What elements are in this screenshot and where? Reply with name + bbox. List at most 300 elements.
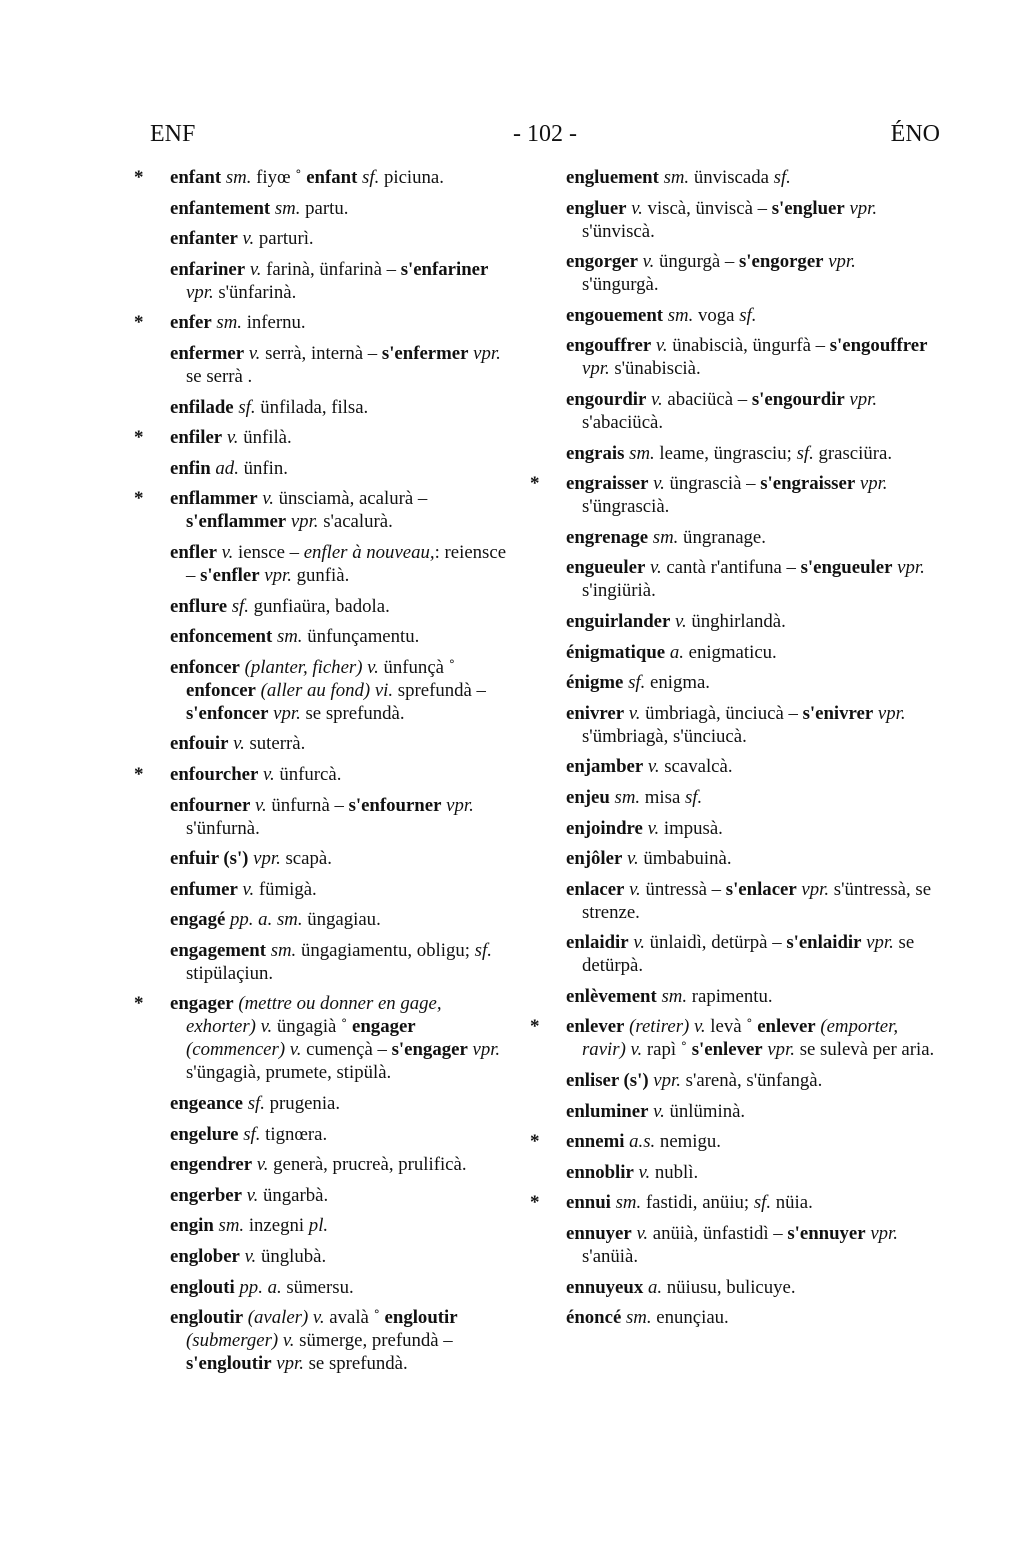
headword: s'enlacer — [725, 878, 797, 900]
dictionary-entry — [170, 1153, 516, 1176]
headword: enfumer — [170, 878, 238, 900]
headword: enlever — [757, 1016, 816, 1038]
headword: enfantement — [170, 197, 271, 219]
gloss-text: ümbriagà, ünciucà – — [640, 702, 803, 724]
grammar-label: vpr. — [273, 702, 301, 724]
gloss-text: tignœra. — [260, 1123, 328, 1145]
gloss-text: üngagiamentu, obligu; — [296, 939, 475, 961]
grammar-label: vpr. — [253, 848, 281, 870]
headword: engagement — [170, 939, 266, 961]
asterisk-icon: * — [530, 473, 540, 495]
gloss-text: se serrà . — [186, 365, 253, 387]
grammar-label: sm. — [615, 1192, 642, 1214]
dictionary-entry — [566, 526, 936, 549]
gloss-text: ünfin. — [238, 457, 288, 479]
gloss-text: rapimentu. — [687, 985, 773, 1007]
gloss-text: ünfunçamentu. — [302, 626, 420, 648]
headword: s'engourdir — [751, 388, 845, 410]
dictionary-entry — [170, 1214, 516, 1237]
grammar-label: v. — [262, 488, 274, 510]
grammar-label: v. — [651, 388, 663, 410]
grammar-label: (submerger) v. — [186, 1330, 295, 1352]
dictionary-entry — [566, 197, 936, 243]
grammar-label: sf. — [238, 396, 256, 418]
grammar-label: v. — [655, 335, 668, 357]
gloss-text: ümbabuinà. — [638, 848, 732, 870]
headword: s'engager — [391, 1039, 468, 1061]
grammar-label: sm. — [661, 985, 688, 1007]
grammar-label: v. — [256, 1154, 269, 1176]
asterisk-icon: * — [530, 1131, 540, 1153]
dictionary-entry — [566, 1276, 936, 1299]
grammar-label: sf. — [474, 939, 492, 961]
headword: enfilade — [170, 396, 234, 418]
dictionary-entry — [170, 878, 516, 901]
grammar-label: v. — [249, 258, 262, 280]
headword: s'engraisser — [760, 473, 856, 495]
grammar-label: sf. — [362, 167, 380, 188]
grammar-label: v. — [263, 763, 275, 785]
grammar-label: sf. — [247, 1093, 265, 1115]
grammar-label: sm. — [270, 939, 297, 961]
gloss-text: üngagià ˚ — [272, 1016, 353, 1038]
dictionary-entry — [566, 847, 936, 870]
headword: engeance — [170, 1093, 244, 1115]
gloss-text: levà ˚ — [705, 1016, 758, 1038]
gloss-text: s'üngagià, prumete, stipülà. — [186, 1062, 392, 1084]
headword: engloutir — [170, 1307, 244, 1329]
gloss-text: grasciüra. — [813, 442, 893, 464]
headword: engouement — [566, 304, 664, 326]
grammar-label: vpr. — [849, 197, 878, 219]
grammar-label: v. — [653, 1100, 665, 1122]
headword: englouti — [170, 1276, 235, 1298]
grammar-label: vpr. — [472, 1039, 501, 1061]
grammar-label: pp. a. — [239, 1276, 282, 1298]
gloss-text: sümersu. — [281, 1276, 354, 1298]
grammar-label: v. — [647, 756, 660, 778]
dictionary-entry — [566, 304, 936, 327]
dictionary-entry — [566, 388, 936, 434]
gloss-text: abaciücà – — [662, 388, 752, 410]
dictionary-entry — [530, 1191, 936, 1214]
headword: s'enfoncer — [186, 702, 269, 724]
running-head-left: ENF — [150, 121, 196, 147]
grammar-label: vpr. — [446, 794, 474, 816]
headword: enguirlander — [566, 610, 671, 632]
gloss-text: s'anüià. — [582, 1246, 639, 1268]
grammar-label: v. — [638, 1161, 651, 1183]
headword: englober — [170, 1246, 240, 1268]
dictionary-entry — [170, 541, 516, 587]
headword: enluminer — [566, 1100, 649, 1122]
gloss-text: se detürpà. — [582, 932, 915, 977]
grammar-label: v. — [255, 794, 267, 816]
headword: engloutir — [384, 1307, 458, 1329]
gloss-text: misa — [640, 786, 685, 808]
headword: énigmatique — [566, 641, 666, 663]
asterisk-icon: * — [134, 312, 144, 334]
grammar-label: (avaler) v. — [247, 1307, 325, 1329]
gloss-text: anüià, ünfastidì – — [648, 1223, 788, 1245]
gloss-text: voga — [693, 304, 740, 326]
dictionary-entry — [566, 1222, 936, 1268]
gloss-text: inzegni — [244, 1215, 309, 1237]
dictionary-entry — [566, 755, 936, 778]
headword: engerber — [170, 1184, 242, 1206]
gloss-text: s'üntressà, se strenze. — [582, 878, 932, 923]
dictionary-entry — [170, 847, 516, 870]
gloss-text: s'ünviscà. — [582, 220, 655, 242]
dictionary-entry — [170, 732, 516, 755]
gloss-text: üngagiau. — [302, 909, 381, 931]
headword: énigme — [566, 672, 624, 694]
grammar-label: v. — [627, 848, 639, 870]
gloss-text: stipülaçiun. — [186, 962, 274, 984]
headword: ennoblir — [566, 1161, 634, 1183]
grammar-label: v. — [629, 878, 641, 900]
grammar-label: v. — [636, 1223, 649, 1245]
dictionary-entry — [566, 1306, 936, 1329]
gloss-text: partu. — [300, 197, 349, 219]
headword: engrais — [566, 442, 625, 464]
dictionary-entry — [170, 1184, 516, 1207]
headword: enfanter — [170, 228, 238, 250]
headword: s'engluer — [771, 197, 845, 219]
grammar-label: sf. — [739, 304, 757, 326]
gloss-text: ünfunçà ˚ — [378, 656, 455, 678]
headword: enfiler — [170, 427, 223, 449]
grammar-label: v. — [242, 228, 255, 250]
grammar-label: enfler à nouveau, — [303, 541, 435, 563]
dictionary-entry — [566, 931, 936, 977]
gloss-text: enigma. — [645, 672, 710, 694]
gloss-text: prugenia. — [264, 1093, 341, 1115]
gloss-text: enigmaticu. — [683, 641, 777, 663]
dictionary-entry — [530, 472, 936, 518]
grammar-label: vpr. — [582, 358, 610, 380]
gloss-text: scapà. — [280, 848, 332, 870]
running-head — [150, 118, 940, 150]
dictionary-entry — [134, 166, 516, 189]
gloss-text: nemigu. — [655, 1131, 721, 1153]
grammar-label: ad. — [215, 457, 239, 479]
gloss-text: s'arenà, s'ünfangà. — [680, 1070, 823, 1092]
grammar-label: sm. — [629, 442, 655, 464]
asterisk-icon: * — [134, 993, 144, 1015]
dictionary-entry — [170, 258, 516, 304]
gloss-text: üntressà – — [640, 878, 726, 900]
gloss-text: nublì. — [650, 1161, 699, 1183]
grammar-label: vpr. — [849, 388, 878, 410]
grammar-label: sm. — [652, 526, 679, 548]
headword: engager — [170, 993, 234, 1015]
grammar-label: v. — [650, 557, 662, 579]
headword: enlever — [566, 1016, 625, 1038]
grammar-label: sf. — [243, 1123, 261, 1145]
headword: engluer — [566, 197, 627, 219]
grammar-label: sm. — [225, 167, 252, 188]
gloss-text: s'üngurgà. — [582, 274, 659, 296]
headword: engluement — [566, 167, 659, 188]
gloss-text: rapì ˚ — [642, 1039, 692, 1061]
left-column — [134, 166, 516, 1383]
headword: ennuyer — [566, 1223, 632, 1245]
gloss-text: sprefundà – — [393, 679, 486, 701]
grammar-label: vpr. — [276, 1353, 304, 1375]
headword: s'enfariner — [400, 258, 489, 280]
headword: enfoncer — [170, 656, 240, 678]
headword: engrenage — [566, 526, 649, 548]
dictionary-entry — [170, 794, 516, 840]
grammar-label: v. — [628, 702, 641, 724]
gloss-text: : reiensce – — [186, 541, 507, 586]
asterisk-icon: * — [134, 167, 144, 188]
dictionary-entry — [566, 1100, 936, 1123]
dictionary-entry — [134, 992, 516, 1084]
dictionary-entry — [170, 1092, 516, 1115]
grammar-label: sm. — [614, 786, 641, 808]
headword: enfourcher — [170, 763, 259, 785]
grammar-label: a.s. — [629, 1131, 656, 1153]
grammar-label: v. — [642, 251, 655, 273]
grammar-label: sm. — [218, 1215, 245, 1237]
headword: énoncé — [566, 1307, 622, 1329]
grammar-label: vpr. — [828, 251, 856, 273]
gloss-text: üngurgà – — [654, 251, 739, 273]
gloss-text: cantà r'antifuna – — [661, 557, 801, 579]
gloss-text: fastidi, anüiu; — [641, 1192, 754, 1214]
page-number: - 102 - — [513, 121, 577, 147]
grammar-label: (aller au fond) vi. — [260, 679, 394, 701]
headword: engourdir — [566, 388, 647, 410]
grammar-label: v. — [226, 427, 239, 449]
gloss-text: se sprefundà. — [303, 1353, 408, 1375]
dictionary-entry — [566, 878, 936, 924]
gloss-text: ünviscada — [689, 167, 774, 188]
gloss-text: s'acalurà. — [318, 511, 393, 533]
headword: s'enfler — [200, 564, 260, 586]
headword: engager — [352, 1016, 416, 1038]
gloss-text: fiyœ ˚ — [251, 167, 307, 188]
gloss-text: sümerge, prefundà – — [294, 1330, 453, 1352]
gloss-text: üngrascià – — [664, 473, 761, 495]
headword: s'ennuyer — [787, 1223, 866, 1245]
headword: enflammer — [170, 488, 258, 510]
gloss-text: parturì. — [254, 228, 314, 250]
grammar-label: vpr. — [186, 281, 214, 303]
gloss-text: ünfilada, filsa. — [255, 396, 369, 418]
gloss-text: se sprefundà. — [300, 702, 405, 724]
asterisk-icon: * — [530, 1192, 540, 1214]
gloss-text: s'ünfarinà. — [213, 281, 297, 303]
grammar-label: v. — [248, 342, 261, 364]
grammar-label: vpr. — [859, 473, 888, 495]
headword: s'enfourner — [348, 794, 442, 816]
gloss-text: serrà, internà – — [260, 342, 382, 364]
grammar-label: sf. — [773, 167, 791, 188]
headword: s'engloutir — [186, 1353, 272, 1375]
dictionary-entry — [566, 166, 936, 189]
dictionary-entry — [566, 334, 936, 380]
gloss-text: s'ünabiscià. — [609, 358, 701, 380]
dictionary-entry — [170, 1306, 516, 1375]
headword: s'enflammer — [186, 511, 287, 533]
grammar-label: sm. — [276, 626, 303, 648]
dictionary-entry — [170, 342, 516, 388]
grammar-label: pp. a. sm. — [230, 909, 303, 931]
grammar-label: sm. — [663, 167, 690, 188]
headword: enivrer — [566, 702, 625, 724]
dictionary-entry — [134, 487, 516, 533]
dictionary-entry — [566, 1161, 936, 1184]
gloss-text: ünabiscià, üngurfà – — [667, 335, 830, 357]
headword: engueuler — [566, 557, 646, 579]
dictionary-entry — [170, 396, 516, 419]
headword: enfoncement — [170, 626, 273, 648]
headword: enfer — [170, 312, 212, 334]
dictionary-entry — [566, 817, 936, 840]
dictionary-entry — [566, 671, 936, 694]
gloss-text: s'ümbriagà, s'ünciucà. — [582, 725, 747, 747]
grammar-label: vpr. — [653, 1070, 681, 1092]
gloss-text: enunçiau. — [651, 1307, 729, 1329]
gloss-text: nüia. — [771, 1192, 813, 1214]
dictionary-entry — [170, 1123, 516, 1146]
dictionary-entry — [170, 939, 516, 985]
dictionary-entry — [170, 227, 516, 250]
gloss-text: s'ingiürià. — [582, 580, 656, 602]
headword: enfariner — [170, 258, 246, 280]
headword: enfouir — [170, 733, 229, 755]
headword: engagé — [170, 909, 226, 931]
dictionary-entry — [134, 311, 516, 334]
grammar-label: pl. — [308, 1215, 329, 1237]
grammar-label: v. — [242, 878, 255, 900]
headword: engin — [170, 1215, 214, 1237]
gloss-text: nüiusu, bulicuye. — [662, 1276, 796, 1298]
gloss-text: ünsciamà, acalurà – — [273, 488, 428, 510]
gloss-text: avalà ˚ — [324, 1307, 385, 1329]
gloss-text: üngarbà. — [258, 1184, 329, 1206]
gloss-text: cumençà – — [301, 1039, 392, 1061]
dictionary-entry — [566, 786, 936, 809]
headword: ennui — [566, 1192, 611, 1214]
dictionary-entry — [566, 985, 936, 1008]
grammar-label: vpr. — [870, 1223, 898, 1245]
gloss-text: ünlüminà. — [664, 1100, 746, 1122]
dictionary-entry — [530, 1130, 936, 1153]
dictionary-entry — [170, 595, 516, 618]
gloss-text: gunfià. — [291, 564, 350, 586]
headword: enfin — [170, 457, 211, 479]
headword: enfler — [170, 541, 217, 563]
dictionary-entry — [134, 426, 516, 449]
grammar-label: v. — [244, 1246, 257, 1268]
headword: s'enivrer — [802, 702, 874, 724]
grammar-label: (planter, ficher) v. — [244, 656, 379, 678]
dictionary-entry — [170, 656, 516, 725]
gloss-text: ünfurnà – — [266, 794, 349, 816]
grammar-label: vpr. — [290, 511, 319, 533]
grammar-label: v. — [653, 473, 665, 495]
headword: s'enlaidir — [786, 932, 862, 954]
running-head-right: ÉNO — [890, 121, 940, 147]
grammar-label: v. — [233, 733, 245, 755]
dictionary-entry — [170, 1245, 516, 1268]
grammar-label: sm. — [626, 1307, 652, 1329]
grammar-label: v. — [631, 197, 643, 219]
gloss-text: üngranage. — [678, 526, 766, 548]
dictionary-entry — [530, 1015, 936, 1061]
dictionary-entry — [566, 250, 936, 296]
headword: s'engouffrer — [829, 335, 928, 357]
gloss-text: viscà, ünviscà – — [642, 197, 772, 219]
grammar-label: vpr. — [897, 557, 925, 579]
headword: engorger — [566, 251, 638, 273]
grammar-label: sf. — [753, 1192, 772, 1214]
gloss-text: scavalcà. — [659, 756, 733, 778]
grammar-label: (retirer) v. — [629, 1016, 706, 1038]
gloss-text: infernu. — [242, 312, 306, 334]
headword: enjoindre — [566, 817, 643, 839]
headword: s'enfermer — [381, 342, 469, 364]
asterisk-icon: * — [134, 427, 144, 449]
dictionary-entry — [170, 908, 516, 931]
asterisk-icon: * — [134, 488, 144, 510]
gloss-text: impusà. — [659, 817, 723, 839]
dictionary-entry — [170, 625, 516, 648]
grammar-label: vpr. — [801, 878, 830, 900]
asterisk-icon: * — [530, 1016, 540, 1038]
headword: engelure — [170, 1123, 239, 1145]
dictionary-entry — [170, 457, 516, 480]
grammar-label: vpr. — [473, 342, 501, 364]
grammar-label: vpr. — [264, 564, 292, 586]
grammar-label: sm. — [216, 312, 242, 334]
headword: enliser (s') — [566, 1070, 649, 1092]
dictionary-entry — [566, 702, 936, 748]
dictionary-entry — [566, 641, 936, 664]
headword: enfoncer — [186, 679, 256, 701]
asterisk-icon: * — [134, 763, 144, 785]
headword: s'enlever — [691, 1039, 763, 1061]
gloss-text: piciuna. — [379, 167, 444, 188]
dictionary-entry — [566, 442, 936, 465]
dictionary-entry — [170, 197, 516, 220]
headword: engouffrer — [566, 335, 652, 357]
gloss-text: s'abaciücà. — [582, 411, 664, 433]
headword: enjamber — [566, 756, 644, 778]
headword: engendrer — [170, 1154, 253, 1176]
grammar-label: (commencer) v. — [186, 1039, 302, 1061]
headword: enfant — [170, 167, 222, 188]
headword: enlèvement — [566, 985, 657, 1007]
grammar-label: sf. — [684, 786, 703, 808]
gloss-text: s'ünfurnà. — [186, 817, 260, 839]
gloss-text: fümigà. — [254, 878, 317, 900]
headword: enfuir (s') — [170, 848, 249, 870]
gloss-text: generà, prucreà, prulificà. — [268, 1154, 467, 1176]
dictionary-entry — [566, 610, 936, 633]
grammar-label: sf. — [796, 442, 814, 464]
grammar-label: v. — [246, 1184, 259, 1206]
grammar-label: vpr. — [866, 932, 894, 954]
headword: enlaidir — [566, 932, 629, 954]
grammar-label: v. — [633, 932, 645, 954]
headword: ennemi — [566, 1131, 625, 1153]
gloss-text: se sulevà per aria. — [795, 1039, 935, 1061]
